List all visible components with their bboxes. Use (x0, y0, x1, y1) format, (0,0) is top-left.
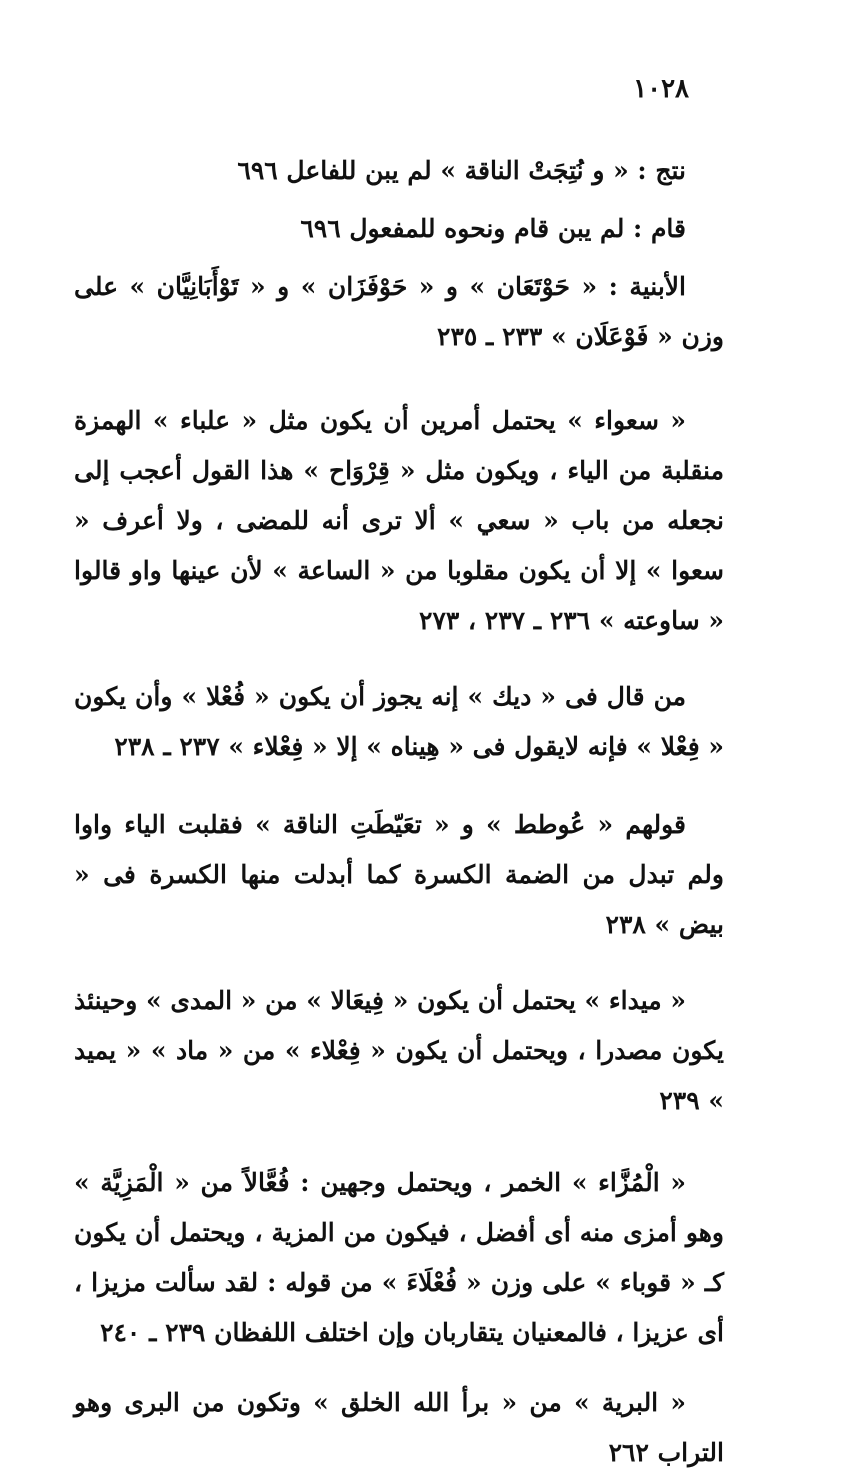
entry-bariyya: « البرية » من « برأ الله الخلق » وتكون من البرى وهو التراب ٢٦٢ (74, 1388, 724, 1467)
index-entries (74, 146, 724, 1478)
entry-muzza: « الْمُزَّاء » الخمر ، ويحتمل وجهين : فُعَّالاً من « الْمَزِيَّة » وهو أمزى منه أى أفضل ، فيكون من المزية ، ويحتمل أن يكون كـ « قوباء » على وزن « فُعْلَاءَ » من قوله : لقد سألت مزيزا ، أى عزيزا ، فالمعنيان يتقاربان وإن اختلف اللفظان ٢٣٩ ـ ٢٤٠ (74, 1168, 724, 1347)
entry-qam: قام : لم يبن قام ونحوه للمفعول ٦٩٦ (300, 214, 686, 243)
entry-dik: من قال فى « ديك » إنه يجوز أن يكون « فُعْلا » وأن يكون « فِعْلا » فإنه لايقول فى « هِيناه » إلا « فِعْلاء » ٢٣٧ ـ ٢٣٨ (74, 682, 724, 761)
entry-awtat: قولهم « عُوطط » و « تعَيّطَتِ الناقة » فقلبت الياء واوا ولم تبدل من الضمة الكسرة كما أبدلت منها الكسرة فى « بيض » ٢٣٨ (74, 810, 724, 939)
entry-nataj: نتج : « و نُتِجَتْ الناقة » لم يبن للفاعل ٦٩٦ (237, 156, 686, 185)
entry-mayda: « ميداء » يحتمل أن يكون « فِيعَالا » من « المدى » وحينئذ يكون مصدرا ، ويحتمل أن يكون « فِعْلاء » من « ماد » « يميد » ٢٣٩ (74, 986, 724, 1115)
page-number: ١٠٢٨ (633, 74, 689, 104)
entry-siwa: « سعواء » يحتمل أمرين أن يكون مثل « علباء » الهمزة منقلبة من الياء ، ويكون مثل « قِرْوَاح » هذا القول أعجب إلى نجعله من باب « سعي » ألا ترى أنه للمضى ، ولا أعرف « سعوا » إلا أن يكون مقلوبا من « الساعة » لأن عينها واو قالوا « ساوعته » ٢٣٦ ـ ٢٣٧ ، ٢٧٣ (74, 406, 724, 635)
entry-abniya: الأبنية : « حَوْتَعَان » و « حَوْفَزَان » و « تَوْأَبَانِيَّان » على وزن « فَوْعَلَان » ٢٣٣ ـ ٢٣٥ (74, 272, 724, 351)
